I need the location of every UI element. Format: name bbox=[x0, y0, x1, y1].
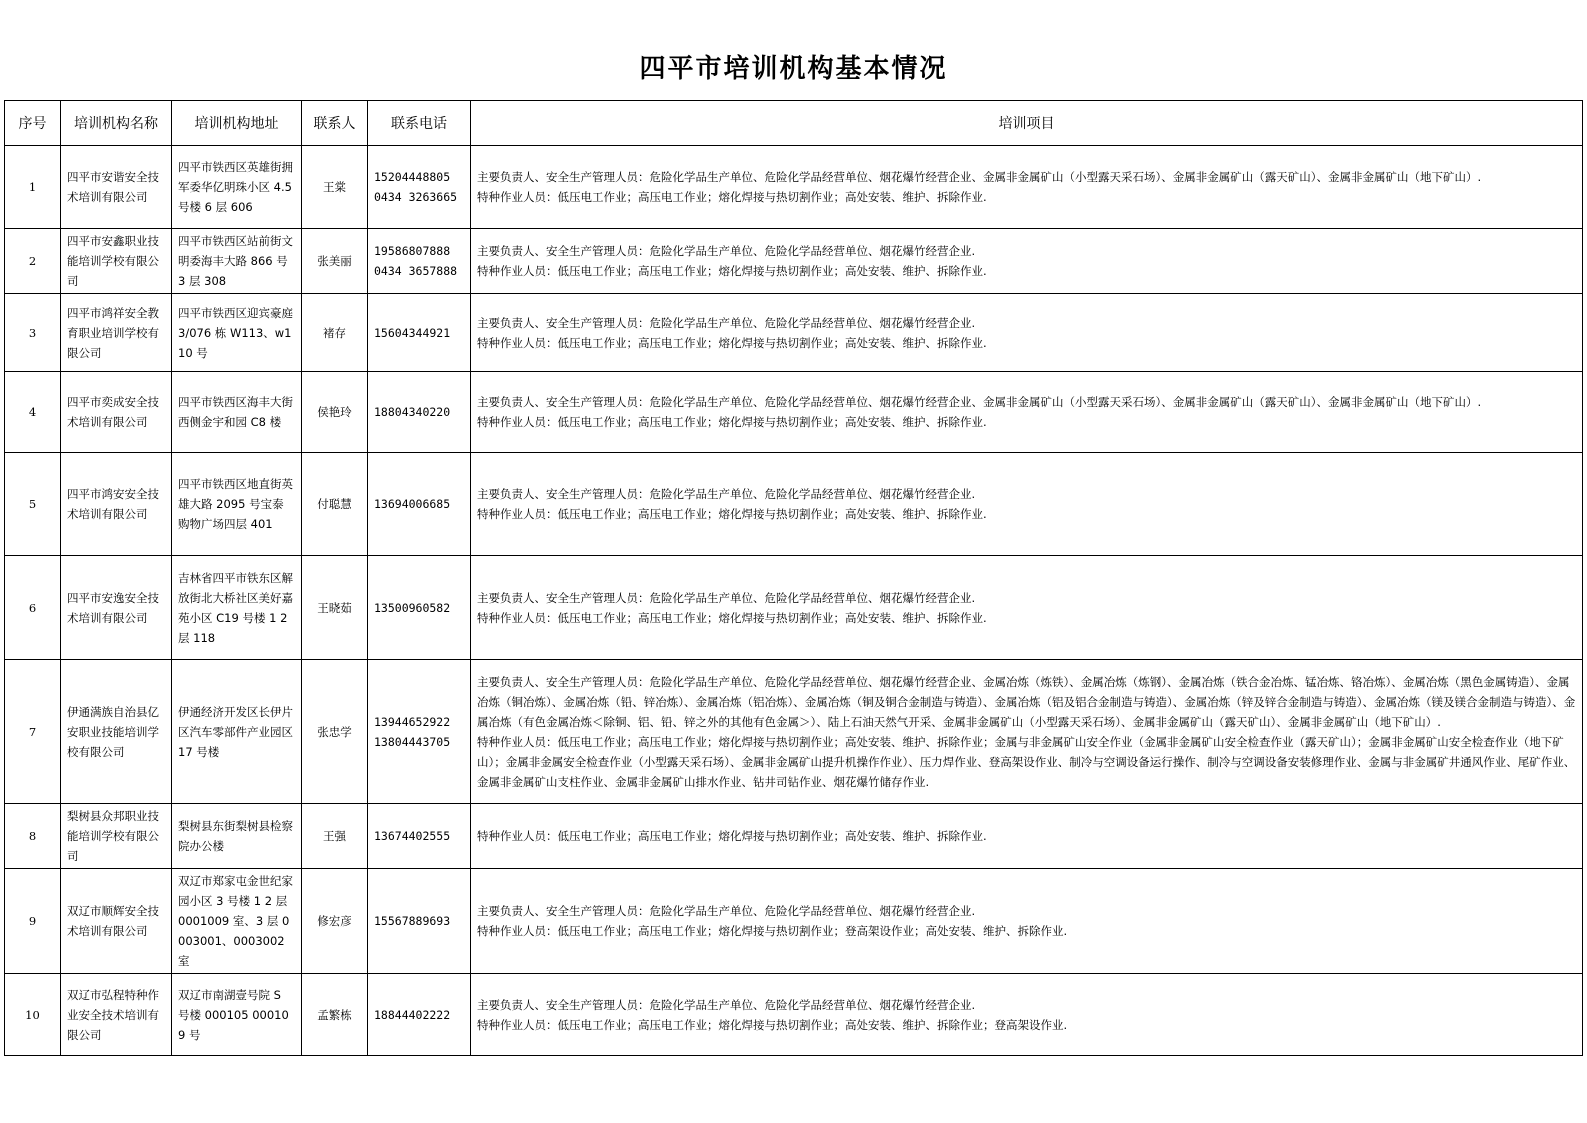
phone-number: 15204448805 bbox=[374, 170, 451, 184]
contact-person: 王棠 bbox=[302, 146, 368, 229]
table-row bbox=[5, 869, 1583, 974]
institution-address: 双辽市郑家屯金世纪家园小区 3 号楼 1 2 层 0001009 室、3 层 0003001、0003002 室 bbox=[172, 869, 302, 974]
phone-number: 18804340220 bbox=[374, 405, 451, 419]
institution-address: 四平市铁西区海丰大街西侧金宇和园 C8 楼 bbox=[172, 372, 302, 453]
header-items: 培训项目 bbox=[471, 101, 1583, 146]
contact-phones bbox=[368, 372, 471, 453]
phone-number: 13694006685 bbox=[374, 497, 451, 511]
training-items bbox=[471, 974, 1583, 1056]
row-number: 5 bbox=[5, 453, 61, 556]
institution-address: 梨树县东街梨树县检察院办公楼 bbox=[172, 804, 302, 869]
header-contact: 联系人 bbox=[302, 101, 368, 146]
training-items bbox=[471, 556, 1583, 660]
training-item-line: 特种作业人员：低压电工作业；高压电工作业；熔化焊接与热切割作业；高处安装、维护、拆除作业. bbox=[477, 507, 987, 521]
training-item-line: 特种作业人员：低压电工作业；高压电工作业；熔化焊接与热切割作业；高处安装、维护、拆除作业. bbox=[477, 415, 987, 429]
institution-name: 梨树县众邦职业技能培训学校有限公司 bbox=[61, 804, 172, 869]
contact-person: 孟繁栋 bbox=[302, 974, 368, 1056]
table-row bbox=[5, 556, 1583, 660]
institution-name: 双辽市顺辉安全技术培训有限公司 bbox=[61, 869, 172, 974]
institution-name: 四平市奕成安全技术培训有限公司 bbox=[61, 372, 172, 453]
phone-number: 13500960582 bbox=[374, 600, 451, 615]
row-number: 3 bbox=[5, 294, 61, 372]
institution-address: 四平市铁西区站前街文明委海丰大路 866 号 3 层 308 bbox=[172, 229, 302, 294]
row-number: 7 bbox=[5, 660, 61, 804]
contact-phones bbox=[368, 294, 471, 372]
phone-number: 15567889693 bbox=[374, 914, 451, 928]
training-item-line: 主要负责人、安全生产管理人员：危险化学品生产单位、危险化学品经营单位、烟花爆竹经营企业、金属冶炼（炼铁）、金属冶炼（炼钢）、金属冶炼（铁合金冶炼、锰冶炼、铬冶炼）、金属冶炼（黑色金属铸造）、金属冶炼（铜冶炼）、金属冶炼（铅、锌冶炼）、金属冶炼（铝冶炼）、金属冶炼（铜及铜合金制造与铸造）、金属冶炼（铝及铝合金制造与铸造）、金属冶炼（锌及锌合金制造与铸造）、金属冶炼（镁及镁合金制造与铸造）、金属冶炼（有色金属冶炼＜除铜、铝、铅、锌之外的其他有色金属＞）、陆上石油天然气开采、金属非金属矿山（小型露天采石场）、金属非金属矿山（露天矿山）、金属非金属矿山（地下矿山）. bbox=[477, 674, 1576, 729]
institution-name: 四平市安逸安全技术培训有限公司 bbox=[61, 556, 172, 660]
contact-phones bbox=[368, 146, 471, 229]
training-item-line: 主要负责人、安全生产管理人员：危险化学品生产单位、危险化学品经营单位、烟花爆竹经营企业. bbox=[477, 487, 976, 501]
training-items bbox=[471, 660, 1583, 804]
contact-phones bbox=[368, 229, 471, 294]
training-items bbox=[471, 372, 1583, 453]
contact-phones bbox=[368, 660, 471, 804]
training-items bbox=[471, 294, 1583, 372]
contact-phones bbox=[368, 804, 471, 869]
training-items bbox=[471, 229, 1583, 294]
contact-phones bbox=[368, 556, 471, 660]
phone-number: 13944652922 bbox=[374, 714, 451, 729]
phone-number: 0434 3657888 bbox=[374, 264, 458, 278]
institution-address: 四平市铁西区英雄街拥军委华亿明珠小区 4.5 号楼 6 层 606 bbox=[172, 146, 302, 229]
table-row bbox=[5, 229, 1583, 294]
training-item-line: 主要负责人、安全生产管理人员：危险化学品生产单位、危险化学品经营单位、烟花爆竹经营企业. bbox=[477, 997, 976, 1012]
training-items bbox=[471, 146, 1583, 229]
contact-person: 付聪慧 bbox=[302, 453, 368, 556]
contact-person: 修宏彦 bbox=[302, 869, 368, 974]
contact-person: 王晓茹 bbox=[302, 556, 368, 660]
contact-phones bbox=[368, 869, 471, 974]
institution-name: 双辽市弘程特种作业安全技术培训有限公司 bbox=[61, 974, 172, 1056]
institution-address: 吉林省四平市铁东区解放街北大桥社区美好嘉苑小区 C19 号楼 1 2 层 118 bbox=[172, 556, 302, 660]
table-row bbox=[5, 294, 1583, 372]
table-header-row bbox=[5, 101, 1583, 146]
contact-person: 张忠学 bbox=[302, 660, 368, 804]
institution-address: 双辽市南湖壹号院 S 号楼 000105 000109 号 bbox=[172, 974, 302, 1056]
contact-person: 侯艳玲 bbox=[302, 372, 368, 453]
phone-number: 13804443705 bbox=[374, 734, 451, 749]
header-name: 培训机构名称 bbox=[61, 101, 172, 146]
contact-person: 褚存 bbox=[302, 294, 368, 372]
table-row bbox=[5, 146, 1583, 229]
training-item-line: 主要负责人、安全生产管理人员：危险化学品生产单位、危险化学品经营单位、烟花爆竹经营企业. bbox=[477, 590, 976, 605]
training-item-line: 特种作业人员：低压电工作业；高压电工作业；熔化焊接与热切割作业；高处安装、维护、拆除作业. bbox=[477, 829, 987, 843]
training-item-line: 特种作业人员：低压电工作业；高压电工作业；熔化焊接与热切割作业；高处安装、维护、拆除作业；登高架设作业. bbox=[477, 1017, 1068, 1032]
training-item-line: 主要负责人、安全生产管理人员：危险化学品生产单位、危险化学品经营单位、烟花爆竹经营企业. bbox=[477, 244, 976, 258]
row-number: 1 bbox=[5, 146, 61, 229]
row-number: 6 bbox=[5, 556, 61, 660]
row-number: 9 bbox=[5, 869, 61, 974]
training-item-line: 特种作业人员：低压电工作业；高压电工作业；熔化焊接与热切割作业；登高架设作业；高处安装、维护、拆除作业. bbox=[477, 924, 1068, 938]
table-row bbox=[5, 453, 1583, 556]
row-number: 8 bbox=[5, 804, 61, 869]
row-number: 2 bbox=[5, 229, 61, 294]
header-no: 序号 bbox=[5, 101, 61, 146]
institution-name: 四平市鸿祥安全教育职业培训学校有限公司 bbox=[61, 294, 172, 372]
phone-number: 18844402222 bbox=[374, 1007, 451, 1022]
training-item-line: 特种作业人员：低压电工作业；高压电工作业；熔化焊接与热切割作业；高处安装、维护、拆除作业；金属与非金属矿山安全作业（金属非金属矿山安全检查作业（露天矿山）；金属非金属矿山安全检查作业（地下矿山）；金属非金属安全检查作业（小型露天采石场）、金属非金属矿山提升机操作作业）、压力焊作业、登高架设作业、制冷与空调设备运行操作、制冷与空调设备安装修理作业、金属与非金属矿井通风作业、尾矿作业、金属非金属矿山支柱作业、金属非金属矿山排水作业、钻井司钻作业、烟花爆竹储存作业. bbox=[477, 734, 1576, 789]
training-items bbox=[471, 869, 1583, 974]
table-body bbox=[5, 146, 1583, 1056]
row-number: 10 bbox=[5, 974, 61, 1056]
row-number: 4 bbox=[5, 372, 61, 453]
header-phone: 联系电话 bbox=[368, 101, 471, 146]
training-item-line: 特种作业人员：低压电工作业；高压电工作业；熔化焊接与热切割作业；高处安装、维护、拆除作业. bbox=[477, 190, 987, 204]
table-row bbox=[5, 372, 1583, 453]
institution-name: 四平市鸿安安全技术培训有限公司 bbox=[61, 453, 172, 556]
training-item-line: 主要负责人、安全生产管理人员：危险化学品生产单位、危险化学品经营单位、烟花爆竹经营企业、金属非金属矿山（小型露天采石场）、金属非金属矿山（露天矿山）、金属非金属矿山（地下矿山）. bbox=[477, 395, 1482, 409]
table-row bbox=[5, 660, 1583, 804]
phone-number: 13674402555 bbox=[374, 829, 451, 843]
contact-person: 王强 bbox=[302, 804, 368, 869]
training-item-line: 主要负责人、安全生产管理人员：危险化学品生产单位、危险化学品经营单位、烟花爆竹经营企业、金属非金属矿山（小型露天采石场）、金属非金属矿山（露天矿山）、金属非金属矿山（地下矿山）. bbox=[477, 170, 1482, 184]
table-row bbox=[5, 974, 1583, 1056]
institution-address: 伊通经济开发区长伊片区汽车零部件产业园区 17 号楼 bbox=[172, 660, 302, 804]
training-institutions-table bbox=[4, 100, 1583, 1056]
training-item-line: 特种作业人员：低压电工作业；高压电工作业；熔化焊接与热切割作业；高处安装、维护、拆除作业. bbox=[477, 335, 987, 350]
training-item-line: 主要负责人、安全生产管理人员：危险化学品生产单位、危险化学品经营单位、烟花爆竹经营企业. bbox=[477, 315, 976, 330]
institution-name: 四平市安谐安全技术培训有限公司 bbox=[61, 146, 172, 229]
training-item-line: 主要负责人、安全生产管理人员：危险化学品生产单位、危险化学品经营单位、烟花爆竹经营企业. bbox=[477, 904, 976, 918]
contact-person: 张美丽 bbox=[302, 229, 368, 294]
contact-phones bbox=[368, 453, 471, 556]
contact-phones bbox=[368, 974, 471, 1056]
institution-address: 四平市铁西区迎宾豪庭 3/076 栋 W113、w110 号 bbox=[172, 294, 302, 372]
phone-number: 0434 3263665 bbox=[374, 190, 458, 204]
training-items bbox=[471, 804, 1583, 869]
page-title: 四平市培训机构基本情况 bbox=[639, 54, 948, 84]
training-items bbox=[471, 453, 1583, 556]
header-address: 培训机构地址 bbox=[172, 101, 302, 146]
training-item-line: 特种作业人员：低压电工作业；高压电工作业；熔化焊接与热切割作业；高处安装、维护、拆除作业. bbox=[477, 610, 987, 625]
institution-address: 四平市铁西区地直街英雄大路 2095 号宝泰购物广场四层 401 bbox=[172, 453, 302, 556]
institution-name: 四平市安鑫职业技能培训学校有限公司 bbox=[61, 229, 172, 294]
institution-name: 伊通满族自治县亿安职业技能培训学校有限公司 bbox=[61, 660, 172, 804]
training-item-line: 特种作业人员：低压电工作业；高压电工作业；熔化焊接与热切割作业；高处安装、维护、拆除作业. bbox=[477, 264, 987, 278]
table-row bbox=[5, 804, 1583, 869]
phone-number: 15604344921 bbox=[374, 325, 451, 340]
phone-number: 19586807888 bbox=[374, 244, 451, 258]
